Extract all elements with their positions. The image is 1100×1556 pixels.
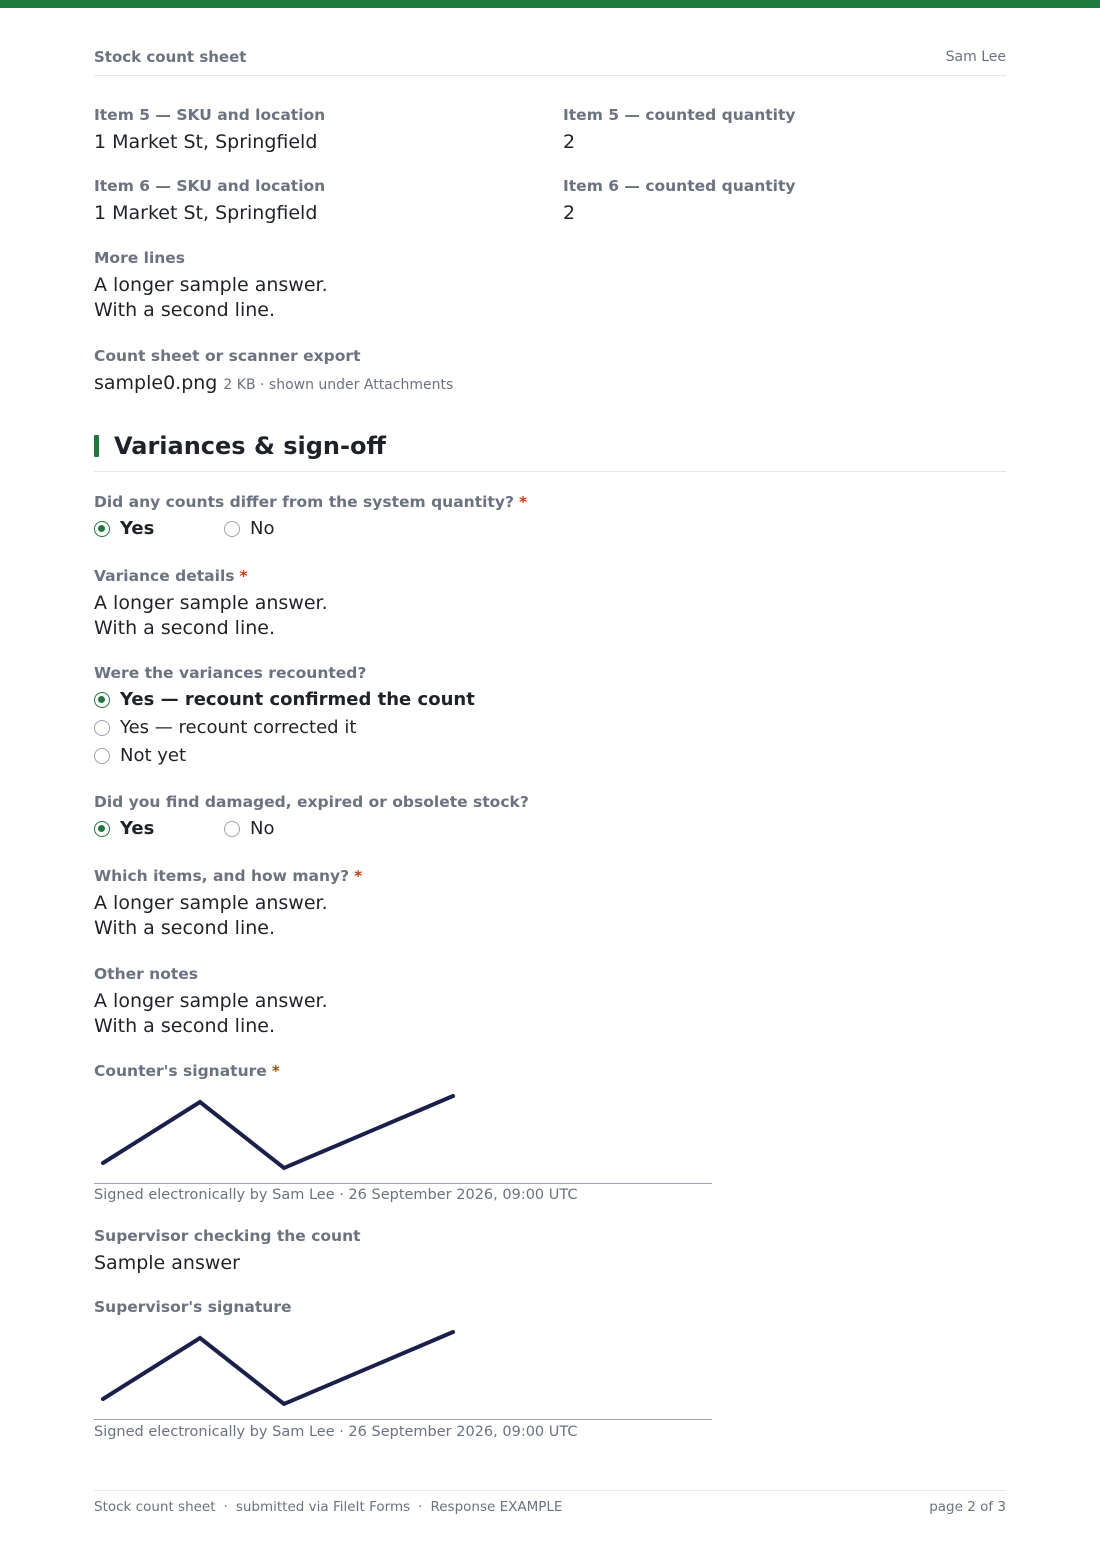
- field-label: Did you find damaged, expired or obsolete stock?: [94, 793, 529, 811]
- radio-option-yes[interactable]: Yes: [94, 518, 224, 539]
- signature-drawing: [94, 1088, 712, 1184]
- radio-selected-icon: [94, 692, 110, 708]
- section-accent-bar: [94, 435, 99, 457]
- field-label: Variance details: [94, 567, 235, 585]
- field-label: Other notes: [94, 965, 199, 983]
- answer-line: A longer sample answer.: [94, 592, 328, 614]
- field-label: Did any counts differ from the system quantity?: [94, 493, 514, 511]
- damaged-stock-question: [94, 793, 529, 839]
- field-label: Counter's signature: [94, 1062, 267, 1080]
- recount-question: [94, 664, 475, 773]
- answer-line: With a second line.: [94, 917, 275, 939]
- signature-caption: Signed electronically by Sam Lee · 26 September 2026, 09:00 UTC: [94, 1424, 578, 1440]
- field-value: Sample answer: [94, 1252, 240, 1274]
- radio-selected-icon: [94, 821, 110, 837]
- counts-differ-question: [94, 493, 527, 539]
- answer-line: A longer sample answer.: [94, 274, 328, 296]
- attachment-filename[interactable]: sample0.png: [94, 372, 218, 394]
- required-marker: *: [354, 867, 363, 885]
- required-marker: *: [271, 1062, 280, 1080]
- field-label: Which items, and how many?: [94, 867, 350, 885]
- field-label: Item 5 — counted quantity: [563, 106, 796, 124]
- counter-signature-label: [94, 1062, 280, 1080]
- field-value: 2: [563, 202, 576, 224]
- answer-line: A longer sample answer.: [94, 990, 328, 1012]
- item-5-qty-field: [563, 106, 796, 155]
- attachment-meta: 2 KB · shown under Attachments: [223, 377, 454, 393]
- field-label: Item 6 — SKU and location: [94, 177, 326, 195]
- more-lines-field: [94, 249, 328, 323]
- respondent-name: Sam Lee: [945, 49, 1006, 65]
- radio-group: [94, 689, 475, 766]
- radio-option-recount-corrected[interactable]: Yes — recount corrected it: [94, 717, 475, 738]
- radio-selected-icon: [94, 521, 110, 537]
- page-number: page 2 of 3: [929, 1499, 1006, 1515]
- page-header: [94, 48, 1006, 76]
- footer-via: submitted via FileIt Forms: [235, 1499, 411, 1515]
- field-value: 1 Market St, Springfield: [94, 131, 318, 153]
- section-title: Variances & sign-off: [114, 432, 386, 460]
- radio-group: [94, 818, 529, 839]
- field-label: Item 5 — SKU and location: [94, 106, 326, 124]
- radio-option-no[interactable]: No: [224, 518, 274, 539]
- radio-group: [94, 518, 527, 539]
- field-label: More lines: [94, 249, 186, 267]
- field-label: Supervisor checking the count: [94, 1227, 361, 1245]
- field-label: Item 6 — counted quantity: [563, 177, 796, 195]
- radio-empty-icon: [94, 720, 110, 736]
- variance-details-field: [94, 567, 328, 641]
- required-marker: *: [518, 493, 528, 511]
- supervisor-field: [94, 1227, 361, 1276]
- radio-option-not-yet[interactable]: Not yet: [94, 745, 475, 766]
- answer-line: A longer sample answer.: [94, 892, 328, 914]
- answer-line: With a second line.: [94, 1015, 275, 1037]
- signature-drawing: [94, 1324, 712, 1420]
- footer-response: Response EXAMPLE: [430, 1499, 563, 1515]
- form-title: Stock count sheet: [94, 48, 247, 66]
- radio-empty-icon: [224, 521, 240, 537]
- field-label: Were the variances recounted?: [94, 664, 367, 682]
- counter-signature-box: [94, 1088, 712, 1184]
- supervisor-signature-label: [94, 1298, 291, 1316]
- which-items-field: [94, 867, 362, 941]
- supervisor-signature-box: [94, 1324, 712, 1420]
- radio-option-recount-confirmed[interactable]: Yes — recount confirmed the count: [94, 689, 475, 710]
- radio-option-yes[interactable]: Yes: [94, 818, 224, 839]
- radio-empty-icon: [224, 821, 240, 837]
- radio-option-no[interactable]: No: [224, 818, 274, 839]
- other-notes-field: [94, 965, 328, 1039]
- item-5-sku-field: [94, 106, 325, 155]
- item-6-sku-field: [94, 177, 325, 226]
- field-value: 1 Market St, Springfield: [94, 202, 318, 224]
- signature-caption: Signed electronically by Sam Lee · 26 September 2026, 09:00 UTC: [94, 1187, 578, 1203]
- footer-form-name: Stock count sheet: [94, 1499, 216, 1515]
- field-label: Supervisor's signature: [94, 1298, 292, 1316]
- answer-line: With a second line.: [94, 617, 275, 639]
- attachment-field: [94, 347, 453, 398]
- radio-empty-icon: [94, 748, 110, 764]
- section-heading: [94, 432, 1006, 472]
- field-value: 2: [563, 131, 576, 153]
- top-accent-bar: [0, 0, 1100, 8]
- answer-line: With a second line.: [94, 299, 275, 321]
- item-6-qty-field: [563, 177, 796, 226]
- page-footer: Stock count sheet · submitted via FileIt Forms · Response EXAMPLE page 2 of 3: [94, 1490, 1006, 1520]
- required-marker: *: [239, 567, 248, 585]
- field-label: Count sheet or scanner export: [94, 347, 361, 365]
